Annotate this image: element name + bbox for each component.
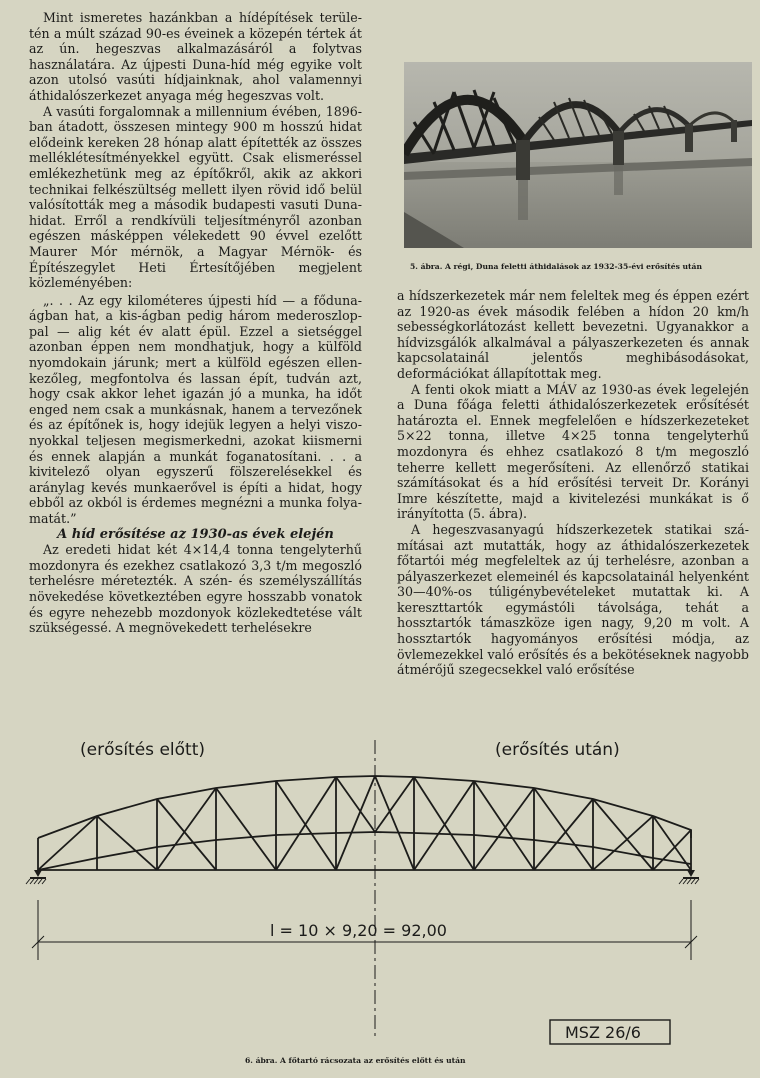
truss-diagram: [20, 730, 740, 1050]
figure-5-caption: 5. ábra. A régi, Duna feletti áthidalások az 1932-35-évi erősítés után: [410, 262, 702, 271]
stamp-label: MSZ 26/6: [565, 1023, 641, 1042]
left-paragraph-3: Az eredeti hidat két 4×14,4 tonna tengelyterhű mozdonyra és ezekhez csatlakozó 3,3 t/m megoszló terhelésre méretezték. A szén- és személyszállítás növekedése következtében egyre hosszabb vonatok és egyre nehezebb mozdonyok közlekedtetése vált szükségessé. A megnövekedett terhelésekre: [29, 542, 362, 636]
dimension-label: l = 10 × 9,20 = 92,00: [270, 921, 447, 940]
truss-lines: [38, 776, 691, 870]
right-paragraph-1: a hídszerkezetek már nem feleltek meg és éppen ezért az 1920-as évek második felében a hídon 20 km/h sebességkorlátozást kellett bevezetni. Ugyanakkor a hídvizsgálók alkalmával a pályaszerkezeten és annak kapcsolatainál jelentős meghibásodásokat, deformációkat állapítottak meg.: [397, 288, 749, 381]
maurer-quote: „. . . Az egy kilométeres újpesti híd — a fődunaágban hat, a kis-ágban pedig három mederoszloppal — alig két év alatt épül. Ezzel a sietséggel azonban éppen nem mondhatjuk, hogy a külföld nyomdokain járunk; mert a külföld egészen ellenkezőleg, megfontolva és lassan épít, tudván azt, hogy csak akkor lehet igazán jó a munka, ha időt enged nem csak a munkásnak, hanem a tervezőnek és az építőnek is, hogy idejük legyen a helyi viszonyokkal teljesen megismerkedni, azokat kiismerni és ennek alapján a munkát foganatosítani. . . a kivitelező olyan egyszerű fölszerelésekkel és aránylag kevés munkaerővel is építi a hidat, hogy ebből az okból is érdemes megnézni a munka folyamatát.”: [29, 292, 362, 526]
section-heading: A híd erősítése az 1930-as évek elején: [57, 526, 334, 542]
left-paragraph-2: A vasúti forgalomnak a millennium évében, 1896-ban átadott, összesen mintegy 900 m hosszú hidat elődeink kereken 28 hónap alatt építették az összes melléklétesítményekkel együtt. Csak elismeréssel emlékezhetünk meg az építőkről, akik az akkori technikai felkészültség mellett ilyen rövid idő belül valósították meg a második budapesti vasuti Duna-hidat. Erről a rendkívüli teljesítményről azonban egészen másképpen vélekedett 90 évvel ezelőtt Maurer Mór mérnök, a Magyar Mérnök- és Építészegylet Heti Értesítőjében megjelent közleményében:: [29, 103, 362, 291]
figure-6-caption: 6. ábra. A főtartó rácsozata az erősítés előtt és után: [245, 1056, 466, 1065]
label-before: (erősítés előtt): [80, 740, 205, 760]
bearing-supports: [30, 870, 699, 879]
left-column: [29, 10, 362, 636]
left-paragraph-1: Mint ismeretes hazánkban a hídépítések területén a múlt század 90-es éveinek a közepén tértek át az ún. hegeszvas alkalmazásáról a folytvas használatára. Az újpesti Duna-híd még egyike volt azon utolsó vasúti hídjainknak, ahol valamennyi áthidalószerkezet anyaga még hegeszvas volt.: [29, 10, 362, 103]
label-after: (erősítés után): [495, 740, 620, 760]
right-column: [397, 288, 749, 678]
right-paragraph-3: A hegeszvasanyagú hídszerkezetek statikai számításai azt mutatták, hogy az áthidalószerkezetek főtartói még megfeleltek az új terhelésre, azonban a pályaszerkezet elemeinél és kapcsolatainál helyenként 30—40%-os túligénybevételeket mutattak ki. A kereszttartók egymástóli távolsága, tehát a hossztartók támaszköze igen nagy, 9,20 m volt. A hossztartók hagyományos erősítési módja, az övlemezekkel való erősítés és a bekötéseknek nagyobb átmérőjű szegecsekkel való erősítése: [397, 521, 749, 678]
bridge-photo: [404, 62, 752, 248]
right-paragraph-2: A fenti okok miatt a MÁV az 1930-as évek legelején a Duna főága feletti áthidalószerkezetek erősítését határozta el. Ennek megfelelően e hídszerkezeteket 5×22 tonna, illetve 4×25 tonna tengelyterhű mozdonyra és ehhez csatlakozó 8 t/m megoszló teherre kellett megerősíteni. Az ellenőrző statikai számításokat és a híd erősítési terveit Dr. Korányi Imre készítette, majd a kivitelezési munkákat is ő irányította (5. ábra).: [397, 381, 749, 522]
